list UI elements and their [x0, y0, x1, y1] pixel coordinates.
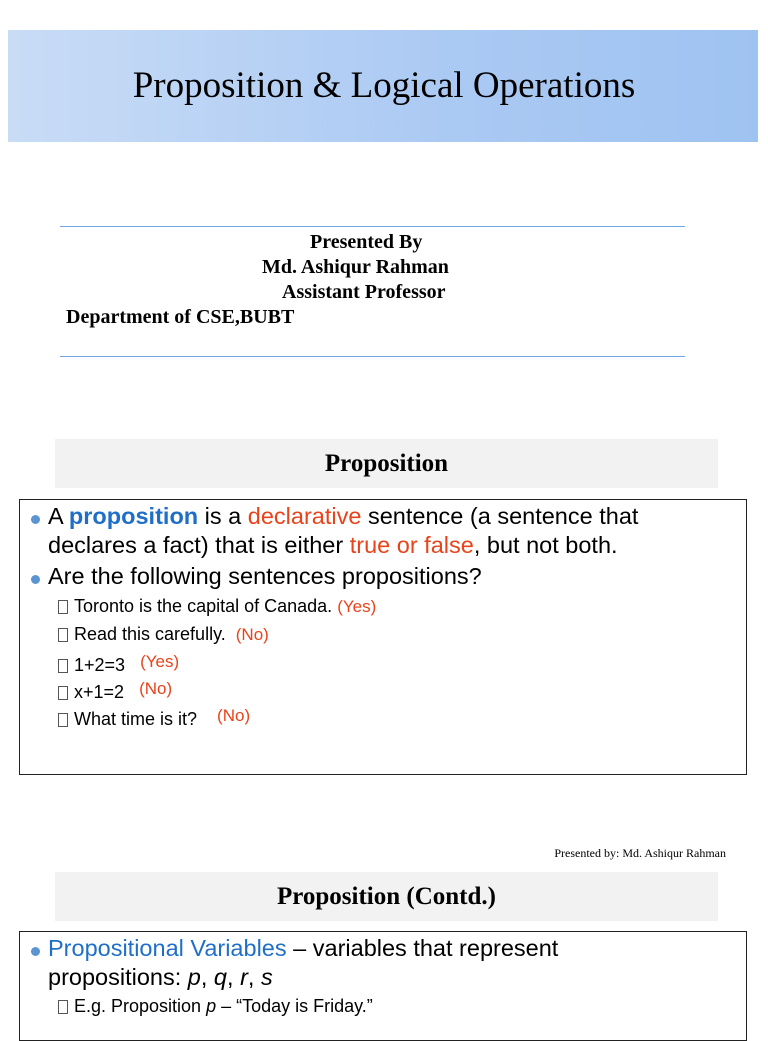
text: A [48, 503, 69, 529]
presenter-department: Department of CSE,BUBT [66, 306, 295, 328]
example-item [58, 651, 179, 676]
var-q: q [213, 964, 227, 990]
example-answer: (No) [217, 706, 251, 725]
sub-bullet-icon [58, 659, 68, 673]
bullet-question: Are the following sentences propositions? [48, 563, 482, 589]
bullet-dot [31, 515, 40, 524]
example-item [58, 595, 376, 618]
keyword-declarative: declarative [247, 503, 362, 529]
divider-top [60, 226, 685, 227]
example-answer: (Yes) [337, 597, 377, 616]
section-header [55, 439, 718, 488]
separator: , [200, 964, 214, 990]
sub-bullet-icon [58, 1000, 68, 1014]
bullet-line-2 [48, 531, 618, 560]
presenter-name: Md. Ashiqur Rahman [262, 256, 449, 278]
sub-bullet-icon [58, 713, 68, 727]
example-text: Read this carefully. [74, 624, 226, 644]
separator: , [247, 964, 261, 990]
example-text: x+1=2 [74, 682, 125, 702]
bullet-line [48, 502, 638, 531]
var-s: s [260, 964, 273, 990]
bullet-line [48, 934, 558, 963]
keyword-true-false: true or false [349, 532, 474, 558]
example-item [58, 623, 269, 646]
var-p: p [187, 964, 201, 990]
example-item [58, 995, 373, 1017]
section-title: Proposition [324, 450, 449, 477]
example-text: What time is it? [74, 709, 198, 729]
separator: , [227, 964, 241, 990]
text: is a [198, 503, 248, 529]
example-item [58, 678, 172, 703]
text: declares a fact) that is either [48, 532, 350, 558]
divider-bottom [60, 356, 685, 357]
example-text: Toronto is the capital of Canada. [74, 596, 333, 616]
bullet-dot [31, 947, 40, 956]
bullet-dot [31, 575, 40, 584]
example-text: 1+2=3 [74, 655, 126, 675]
text: – variables that represent [286, 935, 559, 961]
sub-bullet-icon [58, 600, 68, 614]
var-p: p [206, 996, 217, 1016]
presented-by-label: Presented By [310, 231, 423, 253]
content-box [19, 499, 747, 775]
text: propositions: [48, 964, 188, 990]
text: , but not both. [473, 532, 618, 558]
keyword-proposition: proposition [68, 503, 199, 529]
content-box-contd [19, 931, 747, 1041]
text: sentence (a sentence that [361, 503, 639, 529]
example-answer: (Yes) [140, 652, 180, 671]
section-title-contd: Proposition (Contd.) [276, 883, 496, 910]
var-r: r [240, 964, 248, 990]
presentation-title: Proposition & Logical Operations [132, 65, 636, 106]
example-item [58, 705, 250, 730]
example-answer: (No) [139, 679, 173, 698]
section-header-contd [55, 872, 718, 921]
presenter-position: Assistant Professor [282, 281, 446, 303]
bullet-line-2 [48, 963, 273, 992]
text: – “Today is Friday.” [216, 996, 373, 1016]
text: E.g. Proposition [74, 996, 207, 1016]
sub-bullet-icon [58, 628, 68, 642]
keyword-propositional-variables: Propositional Variables [48, 935, 287, 961]
sub-bullet-icon [58, 686, 68, 700]
slide-footer: Presented by: Md. Ashiqur Rahman [554, 846, 726, 860]
example-answer: (No) [235, 625, 269, 644]
